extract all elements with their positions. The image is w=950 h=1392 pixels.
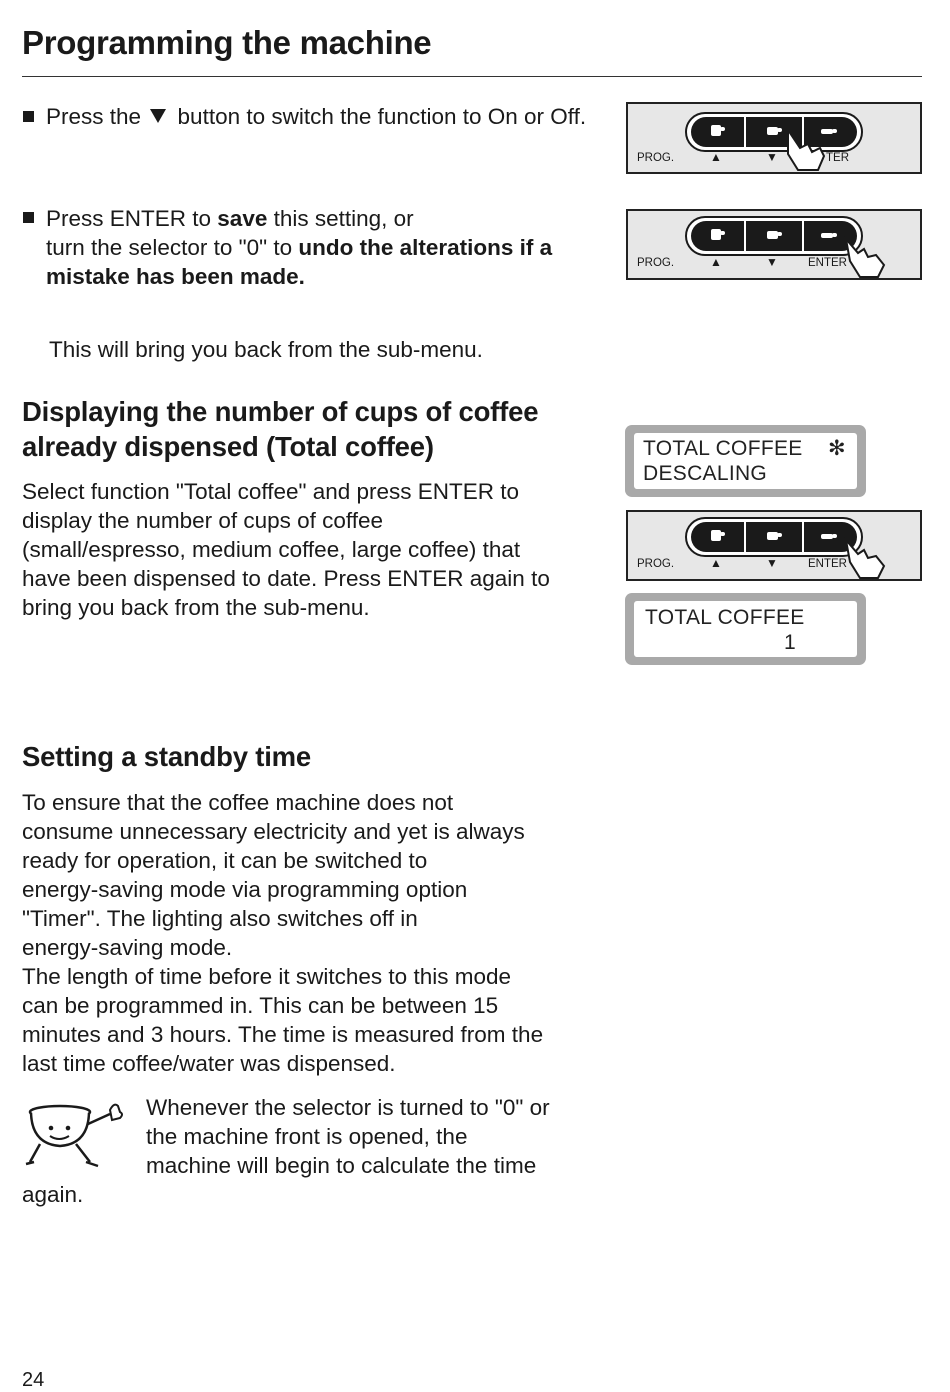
- heading-line: already dispensed (Total coffee): [22, 431, 434, 462]
- bullet-text: Press ENTER to: [46, 206, 218, 231]
- bullet-press-down: [46, 102, 606, 131]
- prog-label: PROG.: [637, 558, 675, 570]
- tip-line: Whenever the selector is turned to "0" or: [146, 1095, 550, 1120]
- bullet-press-enter: [46, 204, 606, 291]
- body-line: To ensure that the coffee machine does not: [22, 790, 454, 815]
- body-line: Select function "Total coffee" and press ENTER to: [22, 479, 520, 504]
- bullet-bold-text: undo the alterations if a: [298, 235, 553, 260]
- back-note: This will bring you back from the sub-menu.: [49, 337, 483, 362]
- bullet-text: button to switch the function to On or Off.: [171, 104, 587, 129]
- up-button-icon[interactable]: ▲: [710, 556, 722, 570]
- body-line: consume unnecessary electricity and yet is always: [22, 819, 525, 844]
- enter-label[interactable]: ENTER: [808, 558, 847, 570]
- body-line: The length of time before it switches to this mode: [22, 964, 511, 989]
- prog-label: PROG.: [637, 152, 675, 164]
- down-button-icon[interactable]: ▼: [766, 556, 778, 570]
- heading-line: Displaying the number of cups of coffee: [22, 396, 539, 427]
- display-menu: [625, 425, 866, 497]
- prog-label: PROG.: [637, 257, 675, 269]
- section-heading-standby: Setting a standby time: [22, 741, 311, 772]
- up-button-icon[interactable]: ▲: [710, 255, 722, 269]
- enter-label[interactable]: ENTER: [808, 257, 847, 269]
- control-panel-enter: [626, 209, 922, 280]
- body-line: "Timer". The lighting also switches off in: [22, 906, 418, 931]
- display-screen: [634, 601, 857, 657]
- display-line-total-coffee: TOTAL COFFEE: [645, 606, 805, 629]
- body-line: have been dispensed to date. Press ENTER again to: [22, 566, 550, 591]
- page-number: 24: [22, 1369, 45, 1391]
- control-panel-enter-2: [626, 510, 922, 581]
- body-line: minutes and 3 hours. The time is measured from the: [22, 1022, 544, 1047]
- tip-line: the machine front is opened, the: [146, 1124, 468, 1149]
- control-panel-down: [626, 102, 922, 174]
- down-triangle-icon: [150, 109, 166, 123]
- bullet-text: this setting, or: [267, 206, 414, 231]
- body-line: can be programmed in. This can be between 15: [22, 993, 499, 1018]
- section-body-total-coffee: [22, 477, 622, 622]
- down-button-icon[interactable]: ▼: [766, 255, 778, 269]
- down-button-icon[interactable]: ▼: [766, 150, 778, 164]
- body-line: display the number of cups of coffee: [22, 508, 384, 533]
- display-screen: [634, 433, 857, 489]
- body-line: energy-saving mode.: [22, 935, 233, 960]
- bullet-text: Press the: [46, 104, 148, 129]
- bullet-bold-text: mistake has been made.: [46, 264, 305, 289]
- display-line-descaling: DESCALING: [643, 462, 768, 485]
- cursor-star-icon: ✻: [828, 437, 846, 460]
- body-line: ready for operation, it can be switched to: [22, 848, 428, 873]
- tip-line: machine will begin to calculate the time: [146, 1153, 537, 1178]
- body-line: (small/espresso, medium coffee, large coffee) that: [22, 537, 521, 562]
- bullet-bold-text: save: [217, 206, 268, 231]
- title-divider: [22, 76, 922, 77]
- tip-mascot-icon: [24, 1100, 128, 1172]
- body-line: last time coffee/water was dispensed.: [22, 1051, 396, 1076]
- up-button-icon[interactable]: ▲: [710, 150, 722, 164]
- tip-text: [146, 1093, 616, 1180]
- bullet-text: turn the selector to "0" to: [46, 235, 299, 260]
- body-line: bring you back from the sub-menu.: [22, 595, 370, 620]
- page-title: Programming the machine: [22, 24, 432, 61]
- display-line-total-coffee: TOTAL COFFEE: [643, 437, 803, 460]
- bullet-marker: [23, 212, 34, 223]
- section-heading-total-coffee: [22, 394, 622, 464]
- tip-tail: again.: [22, 1182, 84, 1207]
- body-line: energy-saving mode via programming option: [22, 877, 468, 902]
- bullet-marker: [23, 111, 34, 122]
- display-count-value: 1: [784, 631, 796, 654]
- display-result: [625, 593, 866, 665]
- enter-label[interactable]: TER: [826, 152, 849, 164]
- section-body-standby: [22, 788, 622, 1078]
